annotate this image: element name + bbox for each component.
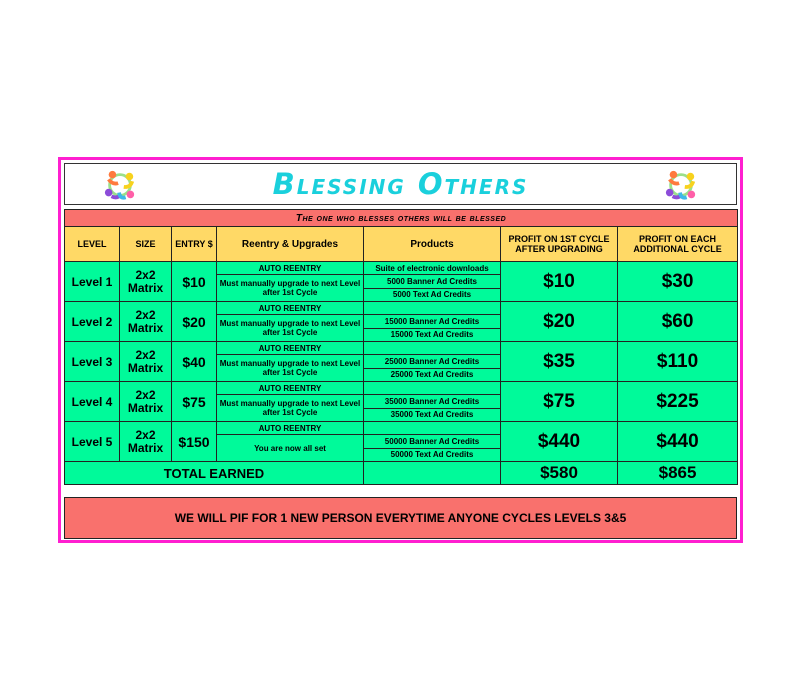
product-cell: Suite of electronic downloads xyxy=(364,262,501,275)
table-row xyxy=(65,302,738,315)
profit-first-cell: $10 xyxy=(501,262,618,302)
column-header: PROFIT ON 1ST CYCLE AFTER UPGRADING xyxy=(501,227,618,262)
reentry-cell: AUTO REENTRY xyxy=(217,342,364,355)
size-cell: 2x2 Matrix xyxy=(120,302,172,342)
upgrade-cell: Must manually upgrade to next Level after 1st Cycle xyxy=(217,315,364,342)
product-cell xyxy=(364,342,501,355)
profit-additional-cell: $225 xyxy=(618,382,738,422)
total-label: TOTAL EARNED xyxy=(65,462,364,485)
upgrade-cell: Must manually upgrade to next Level after 1st Cycle xyxy=(217,395,364,422)
plan-card xyxy=(58,157,743,543)
product-cell xyxy=(364,422,501,435)
product-cell: 15000 Banner Ad Credits xyxy=(364,315,501,329)
reentry-cell: AUTO REENTRY xyxy=(217,422,364,435)
profit-first-cell: $75 xyxy=(501,382,618,422)
column-header: PROFIT ON EACH ADDITIONAL CYCLE xyxy=(618,227,738,262)
tagline: The one who blesses others will be blessed xyxy=(65,210,738,227)
reentry-cell: AUTO REENTRY xyxy=(217,262,364,275)
plan-table xyxy=(64,209,738,485)
size-cell: 2x2 Matrix xyxy=(120,422,172,462)
table-row xyxy=(65,262,738,275)
reentry-cell: AUTO REENTRY xyxy=(217,302,364,315)
column-header: LEVEL xyxy=(65,227,120,262)
entry-cell: $20 xyxy=(172,302,217,342)
column-header: Products xyxy=(364,227,501,262)
upgrade-cell: Must manually upgrade to next Level after 1st Cycle xyxy=(217,355,364,382)
entry-cell: $75 xyxy=(172,382,217,422)
product-cell xyxy=(364,302,501,315)
level-cell: Level 4 xyxy=(65,382,120,422)
product-cell: 35000 Banner Ad Credits xyxy=(364,395,501,409)
profit-additional-cell: $440 xyxy=(618,422,738,462)
level-cell: Level 2 xyxy=(65,302,120,342)
product-cell: 25000 Text Ad Credits xyxy=(364,368,501,382)
footer-notice: WE WILL PIF FOR 1 NEW PERSON EVERYTIME ANYONE CYCLES LEVELS 3&5 xyxy=(64,497,737,539)
upgrade-cell: You are now all set xyxy=(217,435,364,462)
level-cell: Level 5 xyxy=(65,422,120,462)
size-cell: 2x2 Matrix xyxy=(120,342,172,382)
level-cell: Level 3 xyxy=(65,342,120,382)
entry-cell: $40 xyxy=(172,342,217,382)
product-cell: 50000 Banner Ad Credits xyxy=(364,435,501,449)
product-cell: 50000 Text Ad Credits xyxy=(364,448,501,462)
product-cell: 15000 Text Ad Credits xyxy=(364,328,501,342)
table-row xyxy=(65,382,738,395)
upgrade-cell: Must manually upgrade to next Level after 1st Cycle xyxy=(217,275,364,302)
total-first-cell: $580 xyxy=(501,462,618,485)
product-cell: 25000 Banner Ad Credits xyxy=(364,355,501,369)
total-row xyxy=(65,462,738,485)
product-cell: 5000 Banner Ad Credits xyxy=(364,275,501,289)
title-banner xyxy=(64,163,737,205)
total-empty-cell xyxy=(364,462,501,485)
profit-first-cell: $20 xyxy=(501,302,618,342)
profit-additional-cell: $110 xyxy=(618,342,738,382)
column-header: ENTRY $ xyxy=(172,227,217,262)
product-cell xyxy=(364,382,501,395)
product-cell: 35000 Text Ad Credits xyxy=(364,408,501,422)
profit-first-cell: $35 xyxy=(501,342,618,382)
total-additional-cell: $865 xyxy=(618,462,738,485)
size-cell: 2x2 Matrix xyxy=(120,382,172,422)
column-header: Reentry & Upgrades xyxy=(217,227,364,262)
profit-first-cell: $440 xyxy=(501,422,618,462)
level-cell: Level 1 xyxy=(65,262,120,302)
page-title: Blessing Others xyxy=(272,167,529,201)
profit-additional-cell: $60 xyxy=(618,302,738,342)
people-circle-logo-icon xyxy=(662,168,700,202)
column-header: SIZE xyxy=(120,227,172,262)
table-header xyxy=(65,227,738,262)
table-row xyxy=(65,342,738,355)
entry-cell: $150 xyxy=(172,422,217,462)
entry-cell: $10 xyxy=(172,262,217,302)
table-row xyxy=(65,422,738,435)
profit-additional-cell: $30 xyxy=(618,262,738,302)
size-cell: 2x2 Matrix xyxy=(120,262,172,302)
reentry-cell: AUTO REENTRY xyxy=(217,382,364,395)
product-cell: 5000 Text Ad Credits xyxy=(364,288,501,302)
